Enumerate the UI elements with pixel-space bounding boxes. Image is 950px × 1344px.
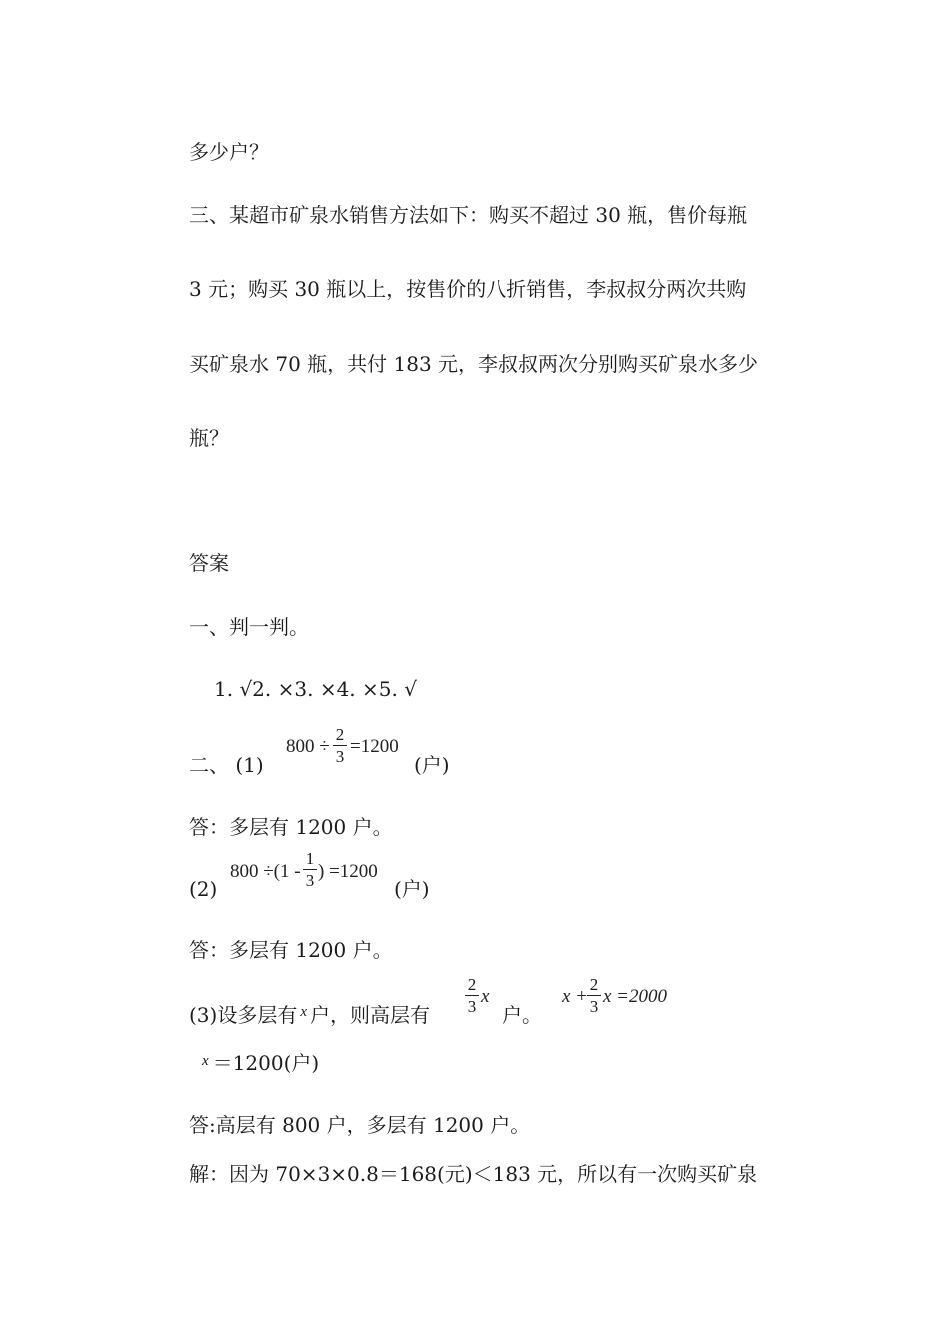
sub3-numerator: 2 <box>467 975 477 994</box>
sub3-line <box>189 1002 430 1031</box>
eq1-denominator: 3 <box>335 747 345 766</box>
answer-1: 答：多层有 1200 户。 <box>189 815 393 839</box>
part2-label: 二、 (1) <box>189 753 264 777</box>
sub3-text-c: 户。 <box>502 1003 542 1027</box>
eq3-numerator: 2 <box>589 975 599 994</box>
part1-title: 一、判一判。 <box>189 615 309 639</box>
sub3-denominator: 3 <box>467 997 477 1016</box>
answer-2: 答：多层有 1200 户。 <box>189 938 393 962</box>
answers-heading: 答案 <box>189 551 229 575</box>
eq1-numerator: 2 <box>335 725 345 744</box>
part3-solution: 解：因为 70×3×0.8＝168(元)＜183 元，所以有一次购买矿泉 <box>189 1162 758 1186</box>
q3-line-1: 三、某超市矿泉水销售方法如下：购买不超过 30 瓶，售价每瓶 <box>189 203 748 227</box>
sub3-text-b: 户，则高层有 <box>310 1003 431 1027</box>
sub2-label: (2) <box>189 877 218 901</box>
unit-1: (户) <box>414 753 450 777</box>
answer-3: 答:高层有 800 户，多层有 1200 户。 <box>189 1113 531 1137</box>
q3-line-2: 3 元；购买 30 瓶以上，按售价的八折销售，李叔叔分两次共购 <box>189 277 747 301</box>
sub3-text-a: (3)设多层有 <box>189 1003 298 1027</box>
question-tail: 多少户？ <box>189 140 269 164</box>
eq2-denominator: 3 <box>305 871 315 890</box>
solution-line <box>202 1050 319 1079</box>
eq3-denominator: 3 <box>589 997 599 1016</box>
q3-line-3: 买矿泉水 70 瓶，共付 183 元，李叔叔两次分别购买矿泉水多少 <box>189 352 759 376</box>
eq2-numerator: 1 <box>305 849 315 868</box>
solution-value: ＝1200(户) <box>212 1051 320 1075</box>
solution-variable: x <box>202 1053 209 1069</box>
unit-2: (户) <box>394 877 430 901</box>
part1-answers: 1. √2. ×3. ×4. ×5. √ <box>214 677 417 701</box>
q3-line-4: 瓶？ <box>189 426 229 450</box>
sub3-variable: x <box>300 1004 308 1020</box>
